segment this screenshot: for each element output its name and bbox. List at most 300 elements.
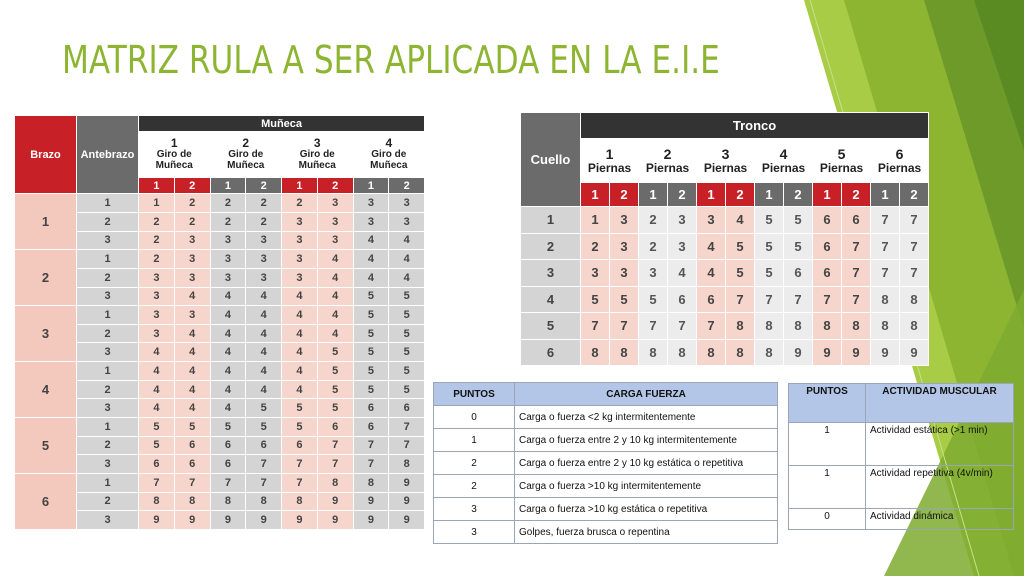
sub-header: 2 — [174, 177, 210, 193]
score-cell: 5 — [389, 287, 425, 306]
column-header: CARGA FUERZA — [515, 383, 778, 406]
score-cell: 5 — [726, 233, 755, 260]
score-cell: 8 — [639, 339, 668, 366]
brazo-value: 4 — [15, 362, 77, 418]
score-cell: 9 — [210, 511, 246, 530]
cuello-value: 5 — [521, 313, 581, 340]
score-cell: 4 — [317, 250, 353, 269]
score-cell: 5 — [353, 324, 389, 343]
score-cell: 3 — [317, 212, 353, 231]
wrist-group-header — [282, 132, 354, 177]
score-cell: 7 — [246, 455, 282, 474]
score-cell: 5 — [353, 362, 389, 381]
score-cell: 4 — [726, 207, 755, 234]
score-cell: 5 — [246, 399, 282, 418]
tronco-header: Tronco — [581, 113, 929, 139]
cuello-value: 1 — [521, 207, 581, 234]
antebrazo-value: 2 — [77, 268, 139, 287]
score-cell: 5 — [317, 343, 353, 362]
score-cell: 7 — [317, 436, 353, 455]
antebrazo-value: 3 — [77, 455, 139, 474]
score-cell: 5 — [389, 380, 425, 399]
score-cell: 6 — [697, 286, 726, 313]
sub-header: 1 — [697, 183, 726, 207]
cuello-header: Cuello — [521, 113, 581, 207]
score-cell: 4 — [139, 380, 175, 399]
score-cell: 4 — [174, 343, 210, 362]
antebrazo-value: 1 — [77, 473, 139, 492]
sub-header: 2 — [610, 183, 639, 207]
score-cell: 6 — [353, 418, 389, 437]
antebrazo-value: 2 — [77, 492, 139, 511]
brazo-value: 6 — [15, 473, 77, 529]
sub-header: 1 — [755, 183, 784, 207]
slide-title: MATRIZ RULA A SER APLICADA EN LA E.I.E — [62, 38, 720, 82]
antebrazo-value: 2 — [77, 212, 139, 231]
sub-header: 2 — [389, 177, 425, 193]
description-cell: Carga o fuerza >10 kg intermitentemente — [515, 475, 778, 498]
group-number: 6 — [895, 145, 904, 162]
score-cell: 4 — [353, 231, 389, 250]
score-cell: 9 — [317, 511, 353, 530]
score-cell: 9 — [389, 492, 425, 511]
group-number: 3 — [313, 136, 321, 151]
score-cell: 5 — [755, 260, 784, 287]
score-cell: 7 — [581, 313, 610, 340]
score-cell: 5 — [317, 399, 353, 418]
score-cell: 5 — [581, 286, 610, 313]
score-cell: 4 — [210, 306, 246, 325]
score-cell: 2 — [246, 194, 282, 213]
score-cell: 9 — [900, 339, 929, 366]
score-cell: 4 — [246, 343, 282, 362]
score-cell: 8 — [139, 492, 175, 511]
score-cell: 8 — [813, 313, 842, 340]
score-cell: 4 — [174, 362, 210, 381]
score-cell: 5 — [317, 362, 353, 381]
score-cell: 3 — [282, 212, 318, 231]
score-cell: 3 — [139, 324, 175, 343]
score-cell: 8 — [871, 313, 900, 340]
actividad-muscular-table — [788, 383, 1014, 530]
score-cell: 9 — [353, 511, 389, 530]
legs-group-header — [871, 139, 929, 183]
score-cell: 5 — [389, 362, 425, 381]
score-cell: 4 — [282, 324, 318, 343]
points-cell: 2 — [434, 475, 515, 498]
points-cell: 3 — [434, 498, 515, 521]
score-cell: 8 — [697, 339, 726, 366]
group-label: Piernas — [819, 160, 864, 175]
score-cell: 4 — [353, 250, 389, 269]
score-cell: 4 — [139, 362, 175, 381]
antebrazo-value: 3 — [77, 399, 139, 418]
antebrazo-value: 3 — [77, 231, 139, 250]
sub-header: 1 — [139, 177, 175, 193]
muneca-header: Muñeca — [139, 116, 425, 132]
antebrazo-value: 2 — [77, 436, 139, 455]
group-number: 5 — [837, 145, 846, 162]
description-cell: Actividad repetitiva (4v/min) — [866, 466, 1014, 509]
legs-group-header — [639, 139, 697, 183]
score-cell: 5 — [389, 343, 425, 362]
score-cell: 4 — [210, 343, 246, 362]
score-cell: 4 — [389, 250, 425, 269]
sub-header: 1 — [210, 177, 246, 193]
score-cell: 6 — [246, 436, 282, 455]
score-cell: 8 — [900, 313, 929, 340]
group-number: 1 — [170, 136, 178, 151]
score-cell: 4 — [282, 362, 318, 381]
score-cell: 6 — [784, 260, 813, 287]
description-cell: Carga o fuerza >10 kg estática o repetitiva — [515, 498, 778, 521]
score-cell: 4 — [317, 306, 353, 325]
score-cell: 8 — [282, 492, 318, 511]
score-cell: 4 — [389, 231, 425, 250]
score-cell: 6 — [139, 455, 175, 474]
sub-header: 1 — [282, 177, 318, 193]
score-cell: 4 — [246, 380, 282, 399]
score-cell: 4 — [246, 362, 282, 381]
score-cell: 8 — [610, 339, 639, 366]
column-header: ACTIVIDAD MUSCULAR — [866, 384, 1014, 423]
description-cell: Actividad estática (>1 min) — [866, 423, 1014, 466]
score-cell: 3 — [139, 287, 175, 306]
score-cell: 4 — [317, 324, 353, 343]
score-cell: 3 — [139, 268, 175, 287]
group-label: Piernas — [703, 160, 748, 175]
group-label: Giro de Muñeca — [370, 149, 408, 172]
score-cell: 5 — [139, 436, 175, 455]
brazo-value: 2 — [15, 250, 77, 306]
cuello-value: 3 — [521, 260, 581, 287]
score-cell: 4 — [353, 268, 389, 287]
score-cell: 2 — [639, 207, 668, 234]
sub-header: 1 — [871, 183, 900, 207]
score-cell: 5 — [610, 286, 639, 313]
sub-header: 2 — [842, 183, 871, 207]
score-cell: 2 — [174, 194, 210, 213]
cuello-value: 6 — [521, 339, 581, 366]
score-cell: 3 — [697, 207, 726, 234]
score-cell: 4 — [282, 287, 318, 306]
score-cell: 6 — [389, 399, 425, 418]
score-cell: 2 — [639, 233, 668, 260]
score-cell: 4 — [174, 380, 210, 399]
brazo-value: 5 — [15, 418, 77, 474]
score-cell: 4 — [174, 324, 210, 343]
points-cell: 1 — [434, 429, 515, 452]
score-cell: 7 — [639, 313, 668, 340]
legs-group-header — [581, 139, 639, 183]
score-cell: 4 — [210, 399, 246, 418]
score-cell: 6 — [210, 455, 246, 474]
score-cell: 7 — [726, 286, 755, 313]
score-cell: 5 — [353, 380, 389, 399]
sub-header: 2 — [900, 183, 929, 207]
score-cell: 5 — [755, 233, 784, 260]
score-cell: 8 — [842, 313, 871, 340]
description-cell: Actividad dinámica — [866, 509, 1014, 530]
cuello-value: 2 — [521, 233, 581, 260]
score-cell: 6 — [668, 286, 697, 313]
points-cell: 1 — [789, 423, 866, 466]
score-cell: 7 — [784, 286, 813, 313]
group-label: Piernas — [645, 160, 690, 175]
column-header: PUNTOS — [434, 383, 515, 406]
antebrazo-header: Antebrazo — [77, 116, 139, 194]
score-cell: 3 — [668, 207, 697, 234]
score-cell: 3 — [610, 207, 639, 234]
score-cell: 4 — [210, 362, 246, 381]
antebrazo-value: 2 — [77, 380, 139, 399]
score-cell: 7 — [246, 473, 282, 492]
description-cell: Carga o fuerza <2 kg intermitentemente — [515, 406, 778, 429]
score-cell: 7 — [353, 436, 389, 455]
score-cell: 7 — [871, 233, 900, 260]
wrist-group-header — [353, 132, 425, 177]
score-cell: 4 — [282, 380, 318, 399]
score-cell: 5 — [784, 233, 813, 260]
antebrazo-value: 1 — [77, 306, 139, 325]
score-cell: 3 — [246, 231, 282, 250]
score-cell: 3 — [610, 260, 639, 287]
score-cell: 3 — [389, 194, 425, 213]
score-cell: 3 — [174, 231, 210, 250]
carga-fuerza-table — [433, 382, 778, 544]
score-cell: 3 — [210, 231, 246, 250]
score-cell: 4 — [389, 268, 425, 287]
score-cell: 8 — [726, 313, 755, 340]
score-cell: 9 — [784, 339, 813, 366]
score-cell: 7 — [813, 286, 842, 313]
score-cell: 4 — [210, 324, 246, 343]
sub-header: 1 — [639, 183, 668, 207]
score-cell: 4 — [282, 306, 318, 325]
score-cell: 7 — [900, 207, 929, 234]
score-cell: 3 — [210, 268, 246, 287]
score-cell: 3 — [210, 250, 246, 269]
brazo-value: 3 — [15, 306, 77, 362]
score-cell: 7 — [389, 418, 425, 437]
score-cell: 9 — [174, 511, 210, 530]
sub-header: 2 — [246, 177, 282, 193]
score-cell: 3 — [610, 233, 639, 260]
antebrazo-value: 3 — [77, 287, 139, 306]
score-cell: 8 — [389, 455, 425, 474]
score-cell: 1 — [581, 207, 610, 234]
score-cell: 4 — [139, 343, 175, 362]
score-cell: 8 — [755, 339, 784, 366]
score-cell: 6 — [353, 399, 389, 418]
score-cell: 8 — [581, 339, 610, 366]
score-cell: 5 — [282, 418, 318, 437]
column-header: PUNTOS — [789, 384, 866, 423]
score-cell: 9 — [246, 511, 282, 530]
score-cell: 3 — [353, 212, 389, 231]
wrist-group-header — [210, 132, 282, 177]
score-cell: 3 — [317, 231, 353, 250]
score-cell: 3 — [389, 212, 425, 231]
legs-group-header — [813, 139, 871, 183]
score-cell: 7 — [842, 286, 871, 313]
antebrazo-value: 2 — [77, 324, 139, 343]
group-label: Giro de Muñeca — [298, 149, 336, 172]
score-cell: 8 — [353, 473, 389, 492]
score-cell: 3 — [139, 306, 175, 325]
group-number: 4 — [779, 145, 788, 162]
score-cell: 5 — [210, 418, 246, 437]
group-label: Piernas — [587, 160, 632, 175]
score-cell: 9 — [842, 339, 871, 366]
score-cell: 3 — [353, 194, 389, 213]
group-label: Giro de Muñeca — [227, 149, 265, 172]
points-cell: 2 — [434, 452, 515, 475]
brazo-value: 1 — [15, 194, 77, 250]
score-cell: 3 — [581, 260, 610, 287]
score-cell: 2 — [174, 212, 210, 231]
score-cell: 9 — [871, 339, 900, 366]
score-cell: 9 — [389, 511, 425, 530]
score-cell: 7 — [610, 313, 639, 340]
score-cell: 6 — [813, 207, 842, 234]
score-cell: 7 — [697, 313, 726, 340]
score-cell: 4 — [668, 260, 697, 287]
score-cell: 5 — [784, 207, 813, 234]
score-cell: 7 — [871, 207, 900, 234]
score-cell: 5 — [246, 418, 282, 437]
score-cell: 6 — [813, 260, 842, 287]
score-cell: 3 — [639, 260, 668, 287]
score-cell: 9 — [389, 473, 425, 492]
score-cell: 4 — [246, 324, 282, 343]
score-cell: 7 — [900, 260, 929, 287]
score-cell: 5 — [353, 343, 389, 362]
score-cell: 2 — [139, 250, 175, 269]
sub-header: 2 — [668, 183, 697, 207]
score-cell: 8 — [174, 492, 210, 511]
wrist-group-header — [139, 132, 211, 177]
score-cell: 8 — [900, 286, 929, 313]
score-cell: 2 — [282, 194, 318, 213]
score-cell: 3 — [282, 268, 318, 287]
score-cell: 8 — [210, 492, 246, 511]
sub-header: 2 — [726, 183, 755, 207]
antebrazo-value: 3 — [77, 511, 139, 530]
group-number: 1 — [605, 145, 614, 162]
score-cell: 3 — [246, 250, 282, 269]
score-cell: 5 — [389, 324, 425, 343]
score-cell: 3 — [282, 250, 318, 269]
sub-header: 1 — [813, 183, 842, 207]
score-cell: 1 — [139, 194, 175, 213]
score-cell: 4 — [697, 260, 726, 287]
antebrazo-value: 3 — [77, 343, 139, 362]
score-cell: 7 — [353, 455, 389, 474]
group-label: Piernas — [761, 160, 806, 175]
score-cell: 4 — [210, 287, 246, 306]
rula-table-b — [520, 112, 929, 366]
score-cell: 3 — [174, 268, 210, 287]
group-label: Piernas — [877, 160, 922, 175]
score-cell: 2 — [210, 212, 246, 231]
score-cell: 9 — [139, 511, 175, 530]
score-cell: 9 — [317, 492, 353, 511]
description-cell: Carga o fuerza entre 2 y 10 kg intermitentemente — [515, 429, 778, 452]
score-cell: 2 — [581, 233, 610, 260]
score-cell: 6 — [174, 455, 210, 474]
score-cell: 5 — [639, 286, 668, 313]
score-cell: 3 — [174, 306, 210, 325]
score-cell: 6 — [210, 436, 246, 455]
score-cell: 4 — [174, 287, 210, 306]
group-label: Giro de Muñeca — [155, 149, 193, 172]
description-cell: Golpes, fuerza brusca o repentina — [515, 521, 778, 544]
score-cell: 6 — [174, 436, 210, 455]
score-cell: 7 — [842, 233, 871, 260]
score-cell: 7 — [139, 473, 175, 492]
brazo-header: Brazo — [15, 116, 77, 194]
score-cell: 7 — [317, 455, 353, 474]
score-cell: 9 — [353, 492, 389, 511]
score-cell: 5 — [726, 260, 755, 287]
points-cell: 3 — [434, 521, 515, 544]
score-cell: 4 — [282, 343, 318, 362]
sub-header: 2 — [784, 183, 813, 207]
score-cell: 8 — [668, 339, 697, 366]
sub-header: 2 — [317, 177, 353, 193]
cuello-value: 4 — [521, 286, 581, 313]
score-cell: 5 — [353, 306, 389, 325]
score-cell: 6 — [842, 207, 871, 234]
score-cell: 3 — [668, 233, 697, 260]
score-cell: 4 — [139, 399, 175, 418]
score-cell: 8 — [726, 339, 755, 366]
score-cell: 7 — [755, 286, 784, 313]
score-cell: 4 — [697, 233, 726, 260]
score-cell: 2 — [210, 194, 246, 213]
score-cell: 7 — [900, 233, 929, 260]
score-cell: 8 — [317, 473, 353, 492]
group-number: 3 — [721, 145, 730, 162]
score-cell: 3 — [246, 268, 282, 287]
antebrazo-value: 1 — [77, 418, 139, 437]
score-cell: 7 — [282, 455, 318, 474]
antebrazo-value: 1 — [77, 194, 139, 213]
score-cell: 7 — [668, 313, 697, 340]
score-cell: 7 — [210, 473, 246, 492]
score-cell: 5 — [282, 399, 318, 418]
score-cell: 9 — [282, 511, 318, 530]
antebrazo-value: 1 — [77, 362, 139, 381]
score-cell: 7 — [389, 436, 425, 455]
points-cell: 0 — [434, 406, 515, 429]
score-cell: 9 — [813, 339, 842, 366]
score-cell: 6 — [813, 233, 842, 260]
group-number: 2 — [242, 136, 250, 151]
score-cell: 5 — [317, 380, 353, 399]
points-cell: 0 — [789, 509, 866, 530]
score-cell: 6 — [317, 418, 353, 437]
score-cell: 8 — [246, 492, 282, 511]
rula-table-a — [14, 115, 425, 530]
sub-header: 1 — [581, 183, 610, 207]
score-cell: 4 — [246, 287, 282, 306]
group-number: 4 — [385, 136, 393, 151]
score-cell: 2 — [139, 212, 175, 231]
description-cell: Carga o fuerza entre 2 y 10 kg estática o repetitiva — [515, 452, 778, 475]
score-cell: 2 — [139, 231, 175, 250]
